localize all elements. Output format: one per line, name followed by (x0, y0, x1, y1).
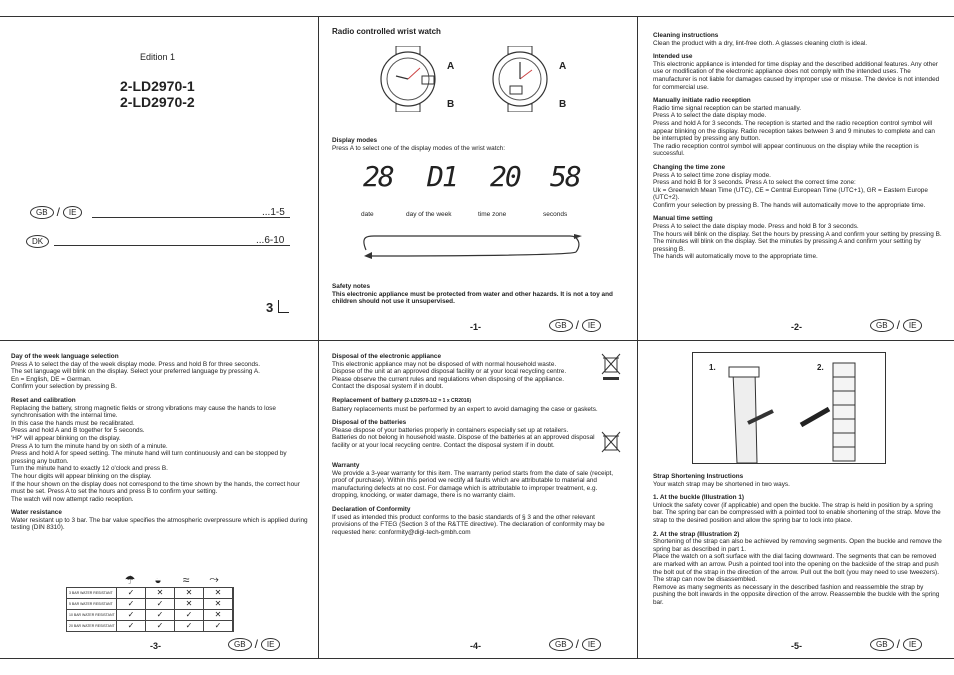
language-footer: GB / IE (870, 318, 922, 332)
digit-zone: 20 (490, 160, 520, 193)
leader-line (92, 217, 290, 218)
watch-icon (381, 46, 435, 112)
section-text: This electronic appliance may not be disposed of with normal household waste. Dispose of the unit at an approved disposal facility or at your local recycling centre. Please observe the current rules and regulations when disposing of the appliance. Contact the disposal system if in doubt. (332, 360, 567, 391)
row-cell: ✓ (117, 588, 146, 598)
row-cell: ✓ (117, 610, 146, 620)
mode-label: day of the week (406, 211, 452, 218)
section-text: Unlock the safety cover (if applicable) and open the buckle. The strap is held in position by a spring bar. The spring bar can be compressed with a pointed tool to enable shortening of the strap. Move the strap to the desired position and allow the spring bar to lock into place. (653, 501, 941, 524)
row-cell: ✕ (204, 599, 233, 609)
section-text: Shortening of the strap can also be achieved by removing segments. Open the buckle and remove the spring bar as described in part 1. Place the watch on a soft surface with the dial facing downward. The segments that can be removed are marked with an arrow. Push a pointed tool into the opening on the backside of the strap and push the bolt out of the strap in the direction of the arrow. Pull out the bolt (you may need to use tweezers). The strap can now be disassembled. Remove as many segments as necessary in the described fashion and reassemble the strap by pushing the bolt inwards in the opposite direction of the arrow. Reassemble the buckle with the spring bar. (653, 538, 942, 606)
page-4-lower (332, 462, 622, 542)
strap-illustration (692, 352, 886, 464)
divider (318, 16, 319, 658)
page-range-2: ...6-10 (256, 235, 285, 246)
section-title: 2. At the strap (Illustration 2) (653, 530, 740, 538)
language-footer: GB / IE (870, 637, 922, 651)
section-text: Battery replacements must be performed by an expert to avoid damaging the case or gaskets. (332, 405, 598, 413)
section-text: Please dispose of your batteries properly in containers especially set up at retailers. Batteries do not belong in household waste. Dispose of the batteries at an approved disposal facility or at your local recycling centre. Contact the disposal system if in doubt. (332, 426, 595, 449)
table-row (66, 599, 234, 610)
model-2: 2-LD2970-2 (120, 94, 195, 110)
mode-cycle-arrow-icon (360, 232, 585, 260)
page-number: -1- (470, 322, 481, 332)
section-title: Intended use (653, 53, 693, 61)
row-label: 5 BAR WATER RESISTANT (67, 599, 117, 609)
language-footer: GB / IE (228, 637, 280, 651)
row-cell: ✓ (117, 599, 146, 609)
section-title: Disposal of the batteries (332, 419, 407, 427)
mode-label: date (361, 211, 374, 218)
table-row (66, 587, 234, 599)
recycle-number: 3 (266, 300, 274, 315)
lang-dk: DK (26, 235, 49, 248)
row-cell: ✕ (204, 588, 233, 598)
strap-drawing-icon (693, 353, 885, 463)
section-title: Warranty (332, 462, 360, 469)
section-text: Replacing the battery, strong magnetic fields or strong vibrations may cause the hands to lose synchronisation with the internal time. In this case the hands must be recalibrated. Press and hold A and B together for 5 seconds. 'HP' will appear blinking on the display. Press A to turn the minute hand by on sixth of a minute. Press and hold A for speed setting. The minute hand will turn continuously and can be stopped by pressing any button. Turn the minute hand to exactly 12 o'clock and press B. The hour digits will appear blinking on the display. If the hour shown on the display does not correspond to the time shown by the hands, the correct hour must be set. Press A to set the hours and press B to confirm your setting. The watch will now attempt radio reception. (11, 404, 300, 503)
lang-gb: GB (870, 319, 894, 332)
row-cell: ✓ (117, 621, 146, 631)
section-text: Your watch strap may be shortened in two ways. (653, 480, 790, 488)
watch-icon (493, 46, 547, 112)
mode-label: seconds (543, 211, 568, 218)
language-footer: GB / IE (549, 637, 601, 651)
section-text: This electronic appliance is intended for time display and the described additional features. Any other use or modification of the electronic appliance does not comply with the intended uses. The manufacturer is not liable for damages caused by improper use or misuse. The device is not intended for commercial use. (653, 60, 940, 91)
section-title: Cleaning instructions (653, 32, 719, 39)
button-b-label: B (559, 99, 567, 110)
page-1-title: Radio controlled wrist watch (332, 27, 441, 36)
language-dk (26, 235, 49, 248)
watch-illustration (378, 46, 578, 112)
safety-notes (332, 283, 632, 312)
page-3 (11, 353, 311, 538)
page-number: -4- (470, 641, 481, 651)
row-cell: ✓ (175, 621, 204, 631)
section-title: Manual time setting (653, 215, 713, 223)
divider (0, 658, 954, 659)
digit-seconds: 58 (550, 160, 580, 193)
water-resistance-table (66, 563, 234, 632)
row-label: 20 BAR WATER RESISTANT (67, 621, 117, 631)
row-cell: ✓ (146, 599, 175, 609)
digit-day: D1 (427, 160, 457, 193)
row-cell: ✓ (146, 610, 175, 620)
section-text: Clean the product with a dry, lint-free cloth. A glasses cleaning cloth is ideal. (653, 39, 868, 47)
row-cell: ✕ (204, 610, 233, 620)
battery-note: (2-LD2970-1/2 = 1 x CR2016) (404, 397, 472, 404)
section-text: Press A to select time zone display mode. Press and hold B for 3 seconds. Press A to select the correct time zone: Uk = Greenwich Mean Time (UTC), CE = Central European Time (UTC+1), GR = Eastern Europe (UTC+2). Confirm your selection by pressing B. The hands will automatically move to the appropriate time. (653, 171, 928, 209)
section-title: Strap Shortening Instructions (653, 473, 744, 480)
rain-icon: ☂ (124, 573, 136, 587)
illustration-2-label: 2. (817, 363, 824, 372)
mode-label: time zone (478, 211, 507, 218)
section-title (332, 397, 602, 406)
divider (0, 340, 954, 341)
section-title: Changing the time zone (653, 163, 726, 171)
section-title: Water resistance (11, 509, 62, 517)
swimming-icon: ≈ (182, 573, 190, 587)
table-header (116, 563, 234, 587)
lang-gb: GB (228, 638, 252, 651)
edition: Edition 1 (140, 52, 176, 62)
button-a-label: A (559, 61, 567, 72)
page-range-1: ...1-5 (262, 207, 285, 218)
model-1: 2-LD2970-1 (120, 78, 195, 94)
row-cell: ✕ (175, 588, 204, 598)
page-number: -5- (791, 641, 802, 651)
row-cell: ✕ (146, 588, 175, 598)
recycle-icon (278, 300, 289, 313)
row-cell: ✓ (146, 621, 175, 631)
battery-bin-icon (600, 430, 622, 456)
row-cell: ✕ (175, 599, 204, 609)
lang-gb: GB (549, 319, 573, 332)
washing-icon: ◒ (154, 573, 162, 587)
page-4 (332, 353, 602, 456)
page-number: -3- (150, 641, 161, 651)
section-text: Water resistant up to 3 bar. The bar value specifies the atmospheric overpressure which is applied during testing (DIN 8310). (11, 516, 308, 532)
page-number: -2- (791, 322, 802, 332)
button-b-label: B (447, 99, 455, 110)
safety-title: Safety notes (332, 283, 371, 290)
lang-ie: IE (582, 319, 602, 332)
display-modes-text: Press A to select one of the display modes of the wrist watch: (332, 144, 505, 152)
page-1 (332, 28, 632, 36)
section-title: Declaration of Conformity (332, 505, 411, 513)
battery-title: Replacement of battery (332, 396, 403, 404)
section-title: Reset and calibration (11, 396, 76, 404)
row-cell: ✓ (204, 621, 233, 631)
button-a-label: A (447, 61, 455, 72)
row-label: 10 BAR WATER RESISTANT (67, 610, 117, 620)
table-row (66, 621, 234, 632)
section-text: Press A to select the day of the week display mode. Press and hold B for three seconds. The set language will blink on the display. Select your preferred language by pressing A. En = English, DE = German. Confirm your selection by pressing B. (11, 360, 261, 391)
section-title: 1. At the buckle (Illustration 1) (653, 494, 745, 502)
lang-ie: IE (903, 319, 923, 332)
display-modes-title: Display modes (332, 137, 378, 144)
divider (637, 16, 638, 658)
lang-ie: IE (903, 638, 923, 651)
lang-ie: IE (63, 206, 83, 219)
section-text: Press A to select the date display mode. Press and hold B for 3 seconds. The hours will blink on the display. Set the hours by pressing A and confirm your setting by pressing B. The minutes will blink on the display. Set the minutes by pressing A and confirm your setting by pressing B. The hands will automatically move to the appropriate time. (653, 223, 942, 261)
table-body (66, 587, 234, 632)
safety-text: This electronic appliance must be protected from water and other hazards. It is not a toy and children should not use it unsupervised. (332, 290, 613, 306)
table-row (66, 610, 234, 621)
section-title: Day of the week language selection (11, 353, 119, 360)
section-title: Manually initiate radio reception (653, 97, 751, 105)
lang-ie: IE (582, 638, 602, 651)
lang-ie: IE (261, 638, 281, 651)
display-modes (332, 137, 632, 158)
page-5 (653, 473, 943, 613)
language-gb-ie: GB / IE (30, 205, 82, 219)
illustration-1-label: 1. (709, 363, 716, 372)
diving-icon: ⤳ (209, 572, 219, 586)
section-text: Radio time signal reception can be started manually. Press A to select the date display mode. Press and hold A for 3 seconds. The reception is started and the radio reception control symbol will appear blinking on the display. Radio reception takes between 3 and 9 minutes to complete and can be interrupted by pressing any button. The radio reception control symbol will appear continuous on the display while the reception is successful. (653, 104, 935, 158)
row-cell: ✓ (175, 610, 204, 620)
lang-gb: GB (30, 206, 54, 219)
lang-gb: GB (870, 638, 894, 651)
lang-gb: GB (549, 638, 573, 651)
section-text: If used as intended this product conforms to the basic standards of § 3 and the other relevant provisions of the FTEG (Section 3 of the R&TTE directive). The declaration of conformity may be requested here: conformity@digi-tech-gmbh.com (332, 513, 605, 536)
divider (0, 16, 954, 17)
row-label: 3 BAR WATER RESISTANT (67, 588, 117, 598)
digit-date: 28 (363, 160, 393, 193)
section-text: We provide a 3-year warranty for this item. The warranty period starts from the date of sale (receipt, proof of purchase). Within this period we rectify all faults which are attributable to material and manufacturing defects at no cost. For damage which is attributable to improper treatment, e.g. dropping, knocking, or water damage, there is no warranty claim. (332, 469, 614, 500)
language-footer: GB / IE (549, 318, 601, 332)
page-2 (653, 32, 943, 267)
weee-bin-icon (600, 352, 622, 382)
section-title: Disposal of the electronic appliance (332, 353, 442, 360)
leader-line (54, 245, 290, 246)
